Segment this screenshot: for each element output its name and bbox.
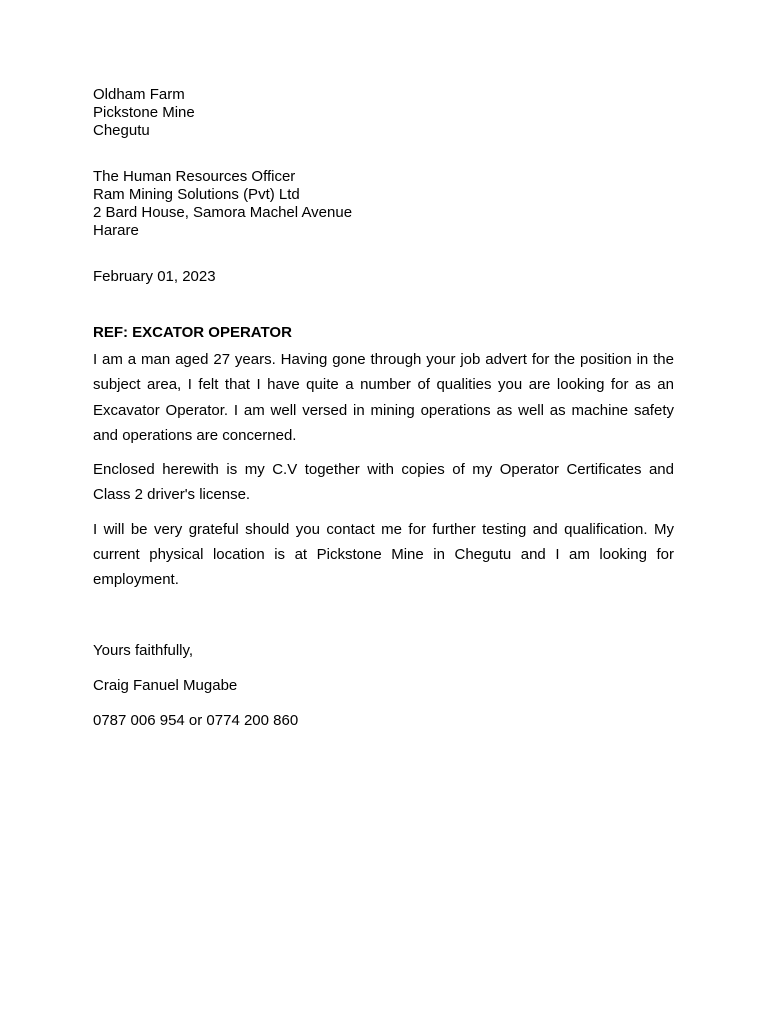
sender-address-line: Oldham Farm (93, 86, 185, 103)
signature-name: Craig Fanuel Mugabe (93, 676, 238, 694)
letter-page (93, 86, 674, 730)
sender-address-line: Pickstone Mine (93, 104, 195, 121)
recipient-address-line: The Human Resources Officer (93, 168, 296, 185)
sender-address (93, 86, 674, 140)
body-paragraph-3: I will be very grateful should you contact me for further testing and qualification. My current physical location is at Pickstone Mine in Chegutu and I am looking for employment. (93, 520, 674, 589)
closing-salutation: Yours faithfully, (93, 641, 194, 659)
sender-address-line: Chegutu (93, 122, 150, 139)
reference-heading: REF: EXCATOR OPERATOR (93, 324, 292, 341)
contact-phone: 0787 006 954 or 0774 200 860 (93, 711, 299, 729)
letter-date: February 01, 2023 (93, 268, 216, 285)
body-paragraph-1: I am a man aged 27 years. Having gone through your job advert for the position in the subject area, I felt that I have quite a number of qualities you are looking for as an Excavator Operator. I am well versed in mining operations as well as machine safety and operations are concerned. (93, 351, 674, 444)
recipient-address-line: 2 Bard House, Samora Machel Avenue (93, 204, 353, 221)
recipient-address (93, 168, 674, 240)
recipient-address-line: Ram Mining Solutions (Pvt) Ltd (93, 186, 300, 203)
recipient-address-line: Harare (93, 222, 139, 239)
body-paragraph-2: Enclosed herewith is my C.V together with copies of my Operator Certificates and Class 2 driver's license. (93, 461, 674, 504)
